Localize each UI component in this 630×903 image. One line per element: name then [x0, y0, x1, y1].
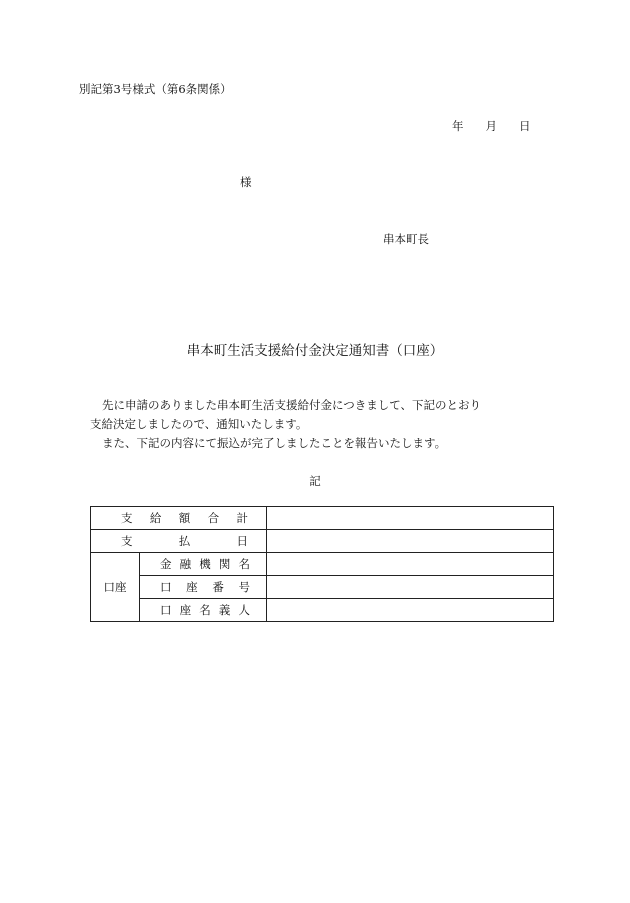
label-account-holder: 口 座 名 義 人 — [140, 599, 267, 622]
date-year: 年 — [452, 119, 464, 133]
label-total: 支 給 額 合 計 — [91, 507, 267, 530]
detail-table — [90, 506, 554, 622]
label-payment-date: 支 払 日 — [91, 530, 267, 553]
date-line — [452, 118, 531, 134]
value-bank — [267, 553, 554, 576]
label-account-number: 口 座 番 号 — [140, 576, 267, 599]
label-account-group: 口座 — [91, 553, 140, 622]
value-total — [267, 507, 554, 530]
issuer: 串本町長 — [383, 232, 429, 246]
body-line-3: また、下記の内容にて振込が完了しましたことを報告いたします。 — [102, 436, 447, 450]
body-line-2: 支給決定しましたので、通知いたします。 — [90, 417, 308, 431]
row-account-holder — [91, 599, 554, 622]
row-bank — [91, 553, 554, 576]
row-account-number — [91, 576, 554, 599]
row-payment-date — [91, 530, 554, 553]
value-payment-date — [267, 530, 554, 553]
date-day: 日 — [519, 119, 531, 133]
addressee-suffix: 様 — [240, 175, 252, 189]
value-account-holder — [267, 599, 554, 622]
date-month: 月 — [485, 119, 497, 133]
label-bank: 金 融 機 関 名 — [140, 553, 267, 576]
document-title: 串本町生活支援給付金決定通知書（口座） — [186, 343, 444, 359]
ki-heading: 記 — [309, 474, 321, 488]
value-account-number — [267, 576, 554, 599]
body-line-1: 先に申請のありました串本町生活支援給付金につきまして、下記のとおり — [102, 398, 482, 412]
row-total — [91, 507, 554, 530]
form-number: 別記第3号様式（第6条関係） — [79, 82, 232, 96]
body-text — [90, 396, 481, 453]
